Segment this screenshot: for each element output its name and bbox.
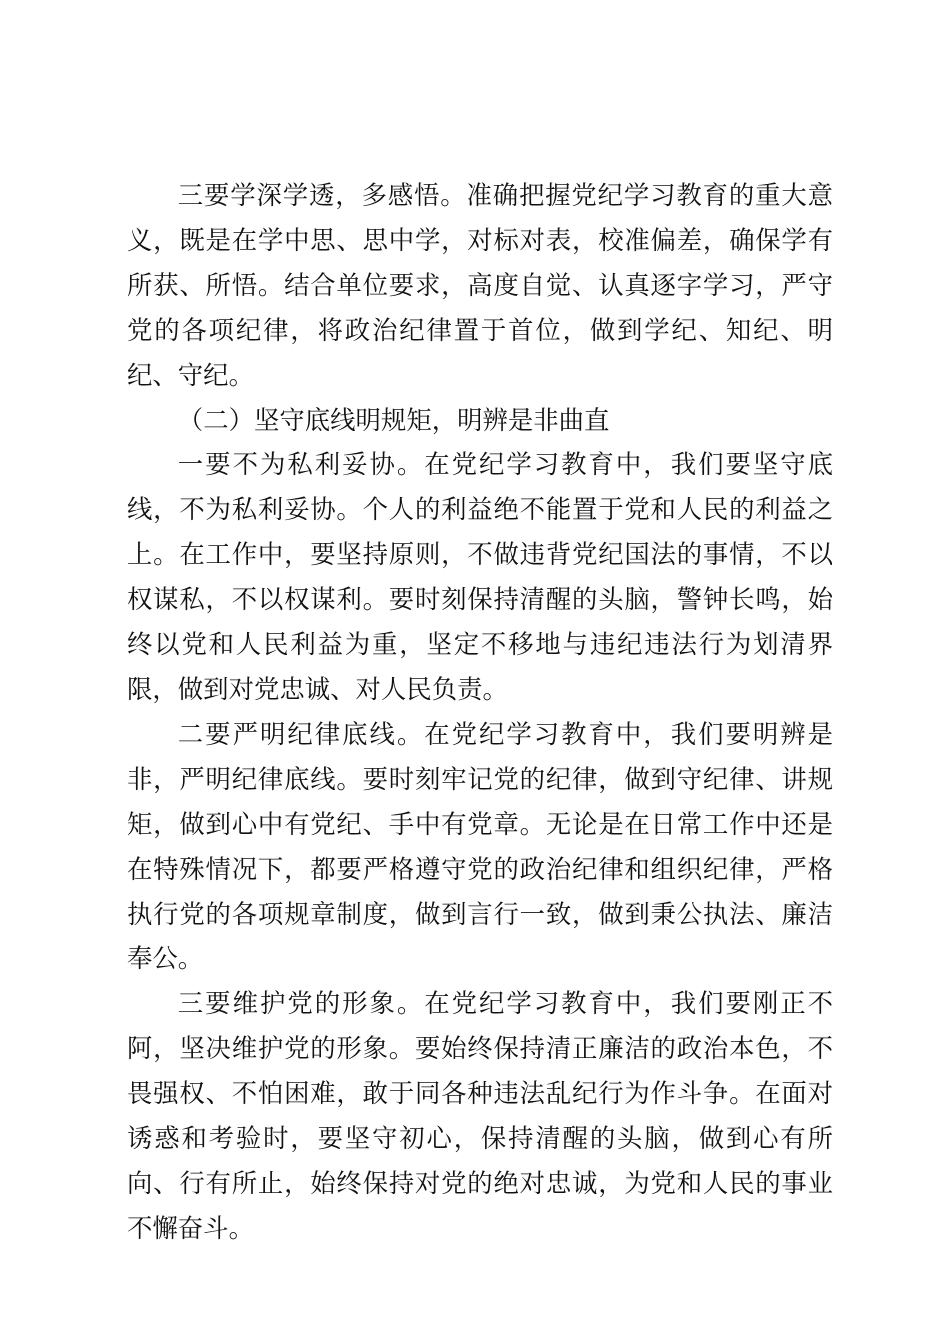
document-body [127,173,833,1251]
paragraph-party-image: 三要维护党的形象。在党纪学习教育中，我们要刚正不阿，坚决维护党的形象。要始终保持清正廉洁的政治本色，不畏强权、不怕困难，敢于同各种违法乱纪行为作斗争。在面对诱惑和考验时，要坚守初心，保持清醒的头脑，做到心有所向、行有所止，始终保持对党的绝对忠诚，为党和人民的事业不懈奋斗。 [127,988,833,1243]
paragraph-strict-discipline: 二要严明纪律底线。在党纪学习教育中，我们要明辨是非，严明纪律底线。要时刻牢记党的纪律，做到守纪律、讲规矩，做到心中有党纪、手中有党章。无论是在日常工作中还是在特殊情况下，都要严格遵守党的政治纪律和组织纪律，严格执行党的各项规章制度，做到言行一致，做到秉公执法、廉洁奉公。 [127,718,833,974]
section-heading-2: （二）坚守底线明规矩，明辨是非曲直 [177,404,610,435]
paragraph-no-private-interest: 一要不为私利妥协。在党纪学习教育中，我们要坚守底线，不为私利妥协。个人的利益绝不能置于党和人民的利益之上。在工作中，要坚持原则，不做违背党纪国法的事情，不以权谋私，不以权谋利。要时刻保持清醒的头脑，警钟长鸣，始终以党和人民利益为重，坚定不移地与违纪违法行为划清界限，做到对党忠诚、对人民负责。 [127,449,833,704]
paragraph-study-deeply: 三要学深学透，多感悟。准确把握党纪学习教育的重大意义，既是在学中思、思中学，对标对表，校准偏差，确保学有所获、所悟。结合单位要求，高度自觉、认真逐字学习，严守党的各项纪律，将政治纪律置于首位，做到学纪、知纪、明纪、守纪。 [127,180,833,390]
